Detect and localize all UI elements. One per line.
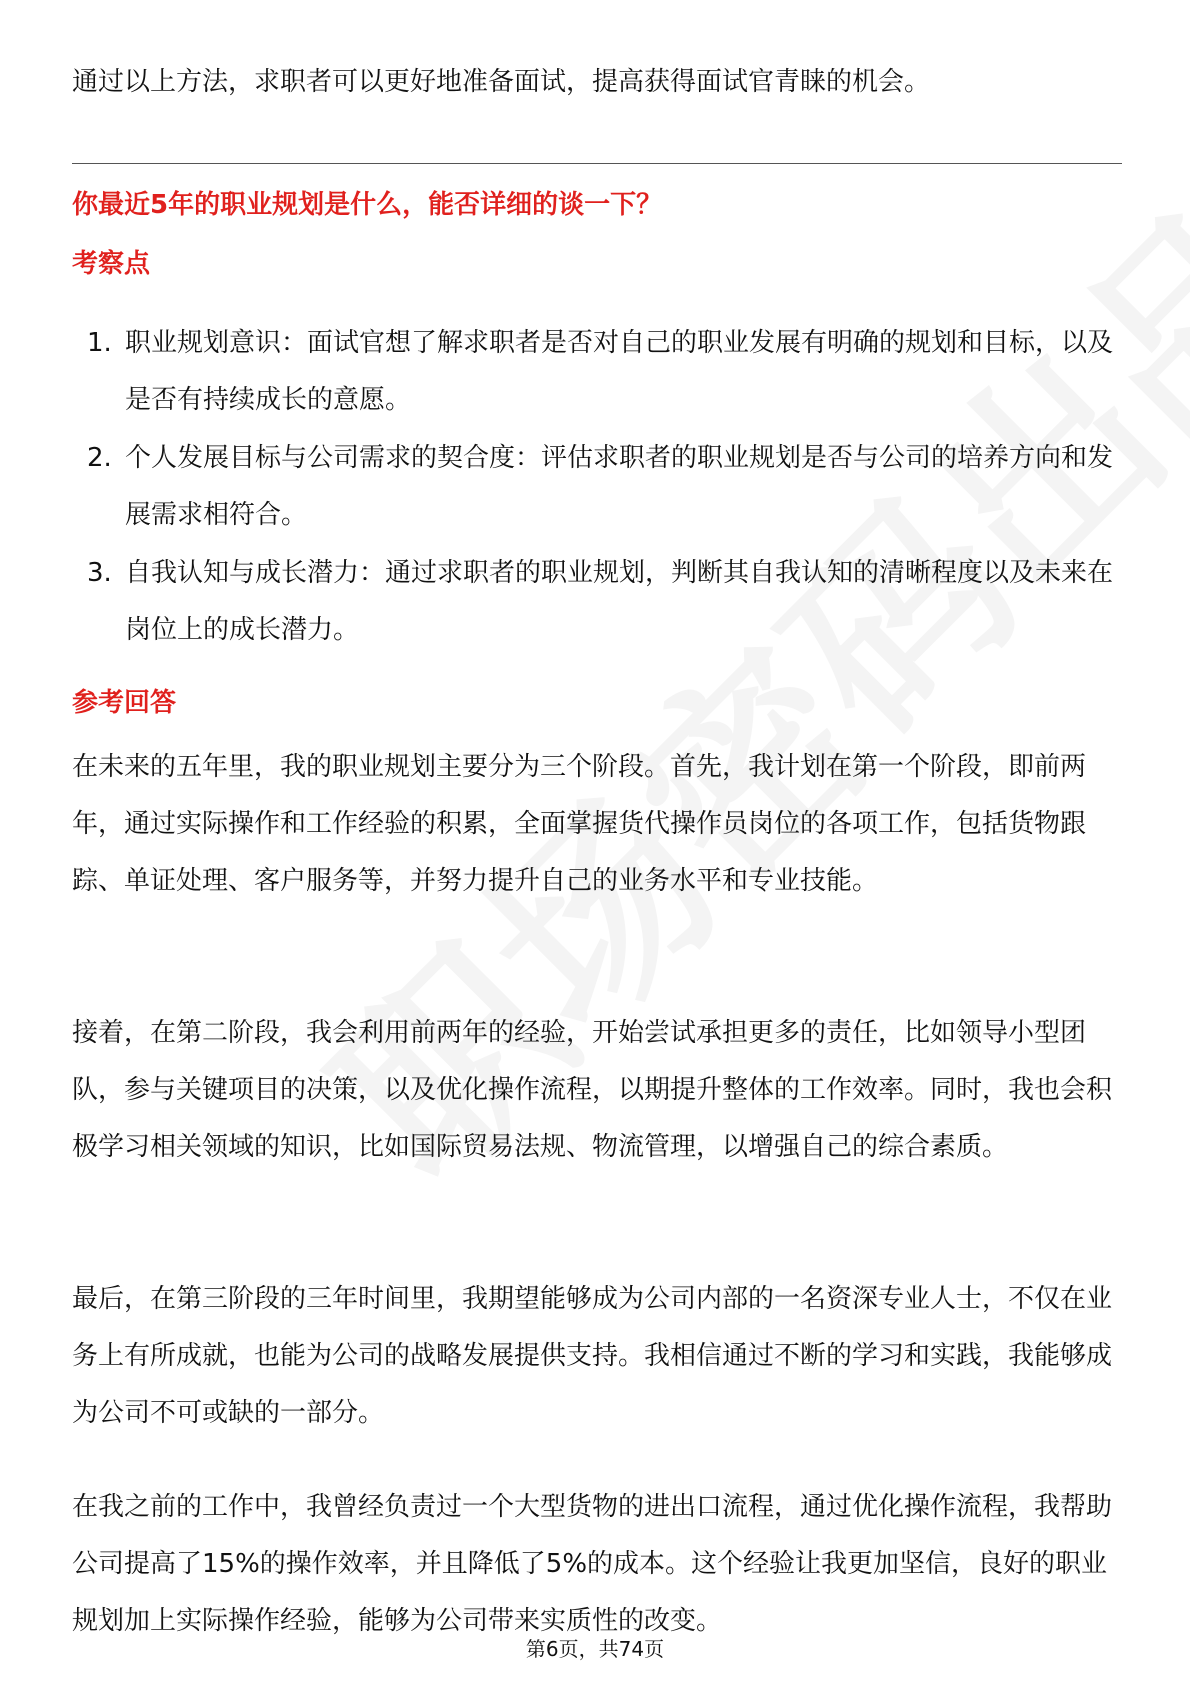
answer-paragraph: 在我之前的工作中，我曾经负责过一个大型货物的进出口流程，通过优化操作流程，我帮助公司提高了15%的操作效率，并且降低了5%的成本。这个经验让我更加坚信，良好的职业规划加上实际操作经验，能够为公司带来实质性的改变。 (72, 1492, 1113, 1636)
section-divider (72, 163, 1122, 164)
point-number: 2. (87, 443, 112, 473)
point-text: 个人发展目标与公司需求的契合度：评估求职者的职业规划是否与公司的培养方向和发展需求相符合。 (125, 443, 1114, 530)
answer-paragraph: 最后，在第三阶段的三年时间里，我期望能够成为公司内部的一名资深专业人士，不仅在业务上有所成就，也能为公司的战略发展提供支持。我相信通过不断的学习和实践，我能够成为公司不可或缺的一部分。 (72, 1284, 1113, 1428)
answer-paragraph: 接着，在第二阶段，我会利用前两年的经验，开始尝试承担更多的责任，比如领导小型团队，参与关键项目的决策，以及优化操作流程，以期提升整体的工作效率。同时，我也会积极学习相关领域的知识，比如国际贸易法规、物流管理，以增强自己的综合素质。 (72, 1018, 1113, 1162)
point-item (72, 430, 1122, 544)
page-footer: 第6页，共74页 (525, 1637, 665, 1661)
document-page (72, 0, 1122, 1684)
point-number: 1. (87, 328, 112, 358)
answer-heading: 参考回答 (72, 688, 177, 718)
point-number: 3. (87, 558, 112, 588)
point-item (72, 545, 1122, 659)
answer-paragraph: 在未来的五年里，我的职业规划主要分为三个阶段。首先，我计划在第一个阶段，即前两年，通过实际操作和工作经验的积累，全面掌握货代操作员岗位的各项工作，包括货物跟踪、单证处理、客户服务等，并努力提升自己的业务水平和专业技能。 (72, 752, 1087, 896)
points-heading: 考察点 (72, 249, 151, 279)
point-item (72, 315, 1122, 429)
question-title: 你最近5年的职业规划是什么，能否详细的谈一下？ (72, 190, 663, 220)
intro-text: 通过以上方法，求职者可以更好地准备面试，提高获得面试官青睐的机会。 (72, 67, 931, 97)
point-text: 职业规划意识：面试官想了解求职者是否对自己的职业发展有明确的规划和目标，以及是否有持续成长的意愿。 (125, 328, 1114, 415)
point-text: 自我认知与成长潜力：通过求职者的职业规划，判断其自我认知的清晰程度以及未来在岗位上的成长潜力。 (125, 558, 1114, 645)
points-list (72, 314, 1122, 659)
